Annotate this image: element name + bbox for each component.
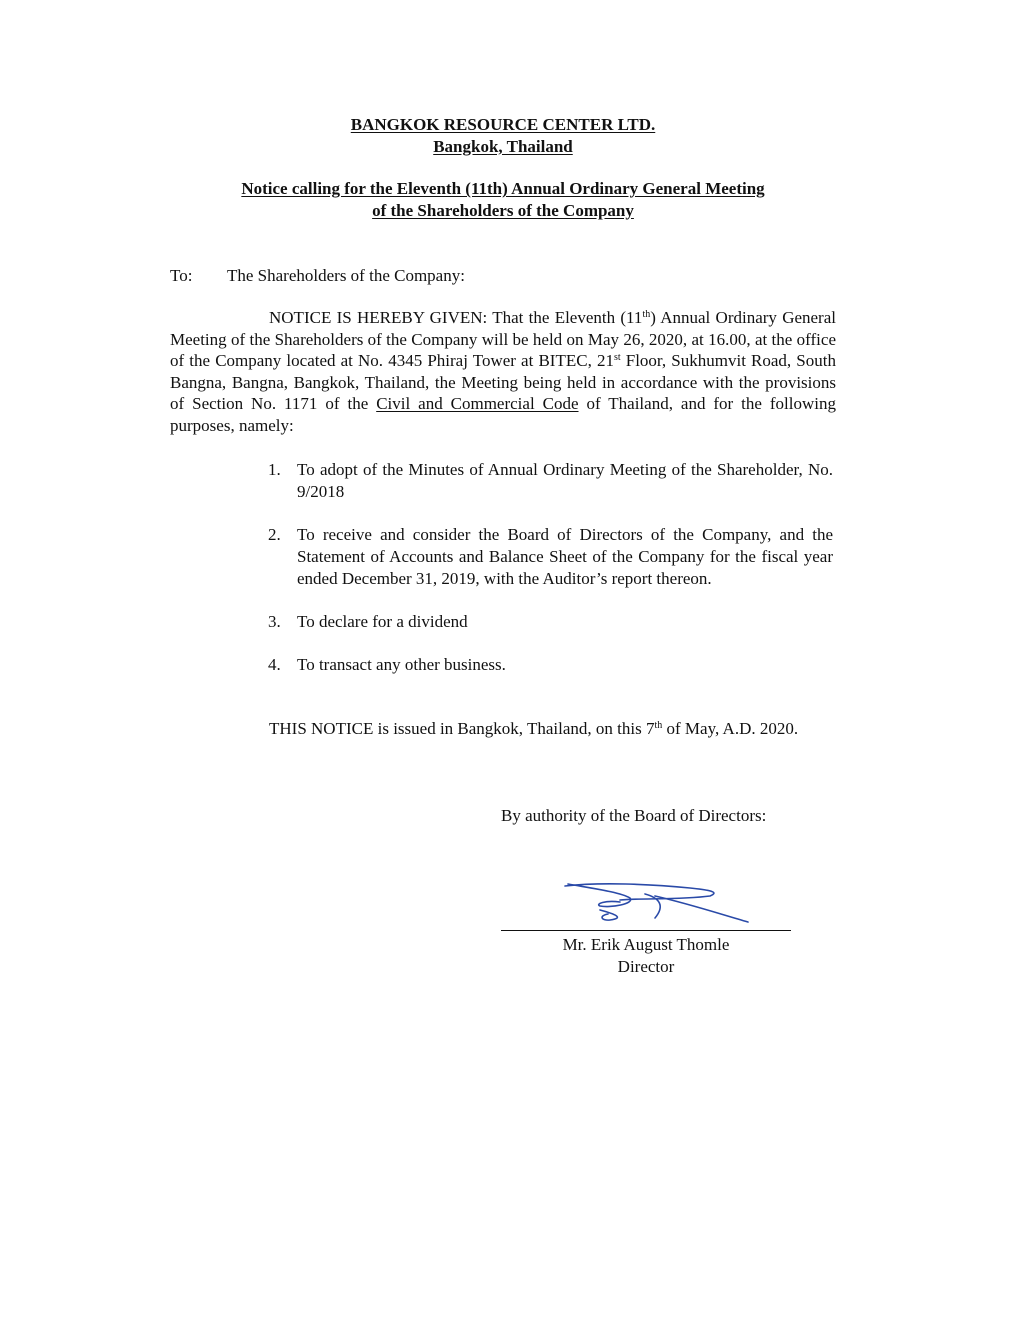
- issued-text-1: THIS NOTICE is issued in Bangkok, Thailand, on this 7: [269, 719, 655, 738]
- agenda-item-text: To declare for a dividend: [297, 611, 468, 631]
- agenda-item-number: 3.: [268, 611, 281, 631]
- notice-superscript-1: th: [642, 309, 651, 320]
- authority-line: By authority of the Board of Directors:: [501, 806, 767, 825]
- notice-paragraph: [170, 307, 836, 437]
- company-location: Bangkok, Thailand: [433, 136, 573, 156]
- notice-text-1: NOTICE IS HEREBY GIVEN: That the Eleventh (11: [269, 308, 643, 327]
- signature-image: [560, 878, 760, 928]
- notice-text-2: ) Annual Ordinary General Meeting of the Shareholders of the Company will be held on May 26, 2020, at 16.00, at the office of the Company located at No. 4345 Phiraj Tower at BITEC, 21: [170, 308, 836, 371]
- company-name: BANGKOK RESOURCE CENTER LTD.: [350, 115, 656, 134]
- agenda-item-number: 1.: [268, 460, 281, 479]
- agenda-item-text: To transact any other business.: [297, 654, 506, 674]
- agenda-item-number: 4.: [268, 654, 281, 674]
- notice-text-3: Floor, Sukhumvit Road, South Bangna, Bangna, Bangkok, Thailand, the Meeting being held in accordance with the provisions of Section No. 1171 of the: [170, 351, 836, 414]
- issued-paragraph: [170, 718, 836, 740]
- addressee-text: The Shareholders of the Company:: [227, 266, 465, 285]
- subject-line-1: Notice calling for the Eleventh (11th) Annual Ordinary General Meeting: [241, 179, 765, 198]
- addressee-label: To:: [170, 266, 193, 285]
- notice-text-4: of Thailand, and for the following purposes, namely:: [170, 394, 836, 435]
- signer-block: [501, 934, 791, 978]
- signer-title: Director: [617, 957, 675, 976]
- agenda-list: [268, 459, 833, 697]
- addressee: [170, 265, 465, 287]
- issued-text-2: of May, A.D. 2020.: [662, 719, 799, 738]
- agenda-item: [268, 459, 833, 503]
- agenda-item-number: 2.: [268, 524, 281, 544]
- agenda-item: [268, 654, 833, 676]
- agenda-item-text: To receive and consider the Board of Directors of the Company, and the Statement of Accounts and Balance Sheet of the Company for the fiscal year ended December 31, 2019, with the Auditor’s report thereon.: [297, 524, 833, 588]
- notice-superscript-2: st: [613, 352, 621, 364]
- subject-line-2: of the Shareholders of the Company: [372, 201, 634, 220]
- signer-name: Mr. Erik August Thomle: [562, 935, 730, 954]
- issued-superscript: th: [654, 720, 663, 731]
- letterhead: [170, 114, 836, 157]
- agenda-item: [268, 611, 833, 633]
- agenda-item: [268, 524, 833, 589]
- civil-commercial-code: Civil and Commercial Code: [376, 394, 579, 414]
- agenda-item-text: To adopt of the Minutes of Annual Ordinary Meeting of the Shareholder, No. 9/2018: [297, 460, 833, 501]
- notice-subject: [170, 178, 836, 222]
- signature-line: [501, 930, 791, 931]
